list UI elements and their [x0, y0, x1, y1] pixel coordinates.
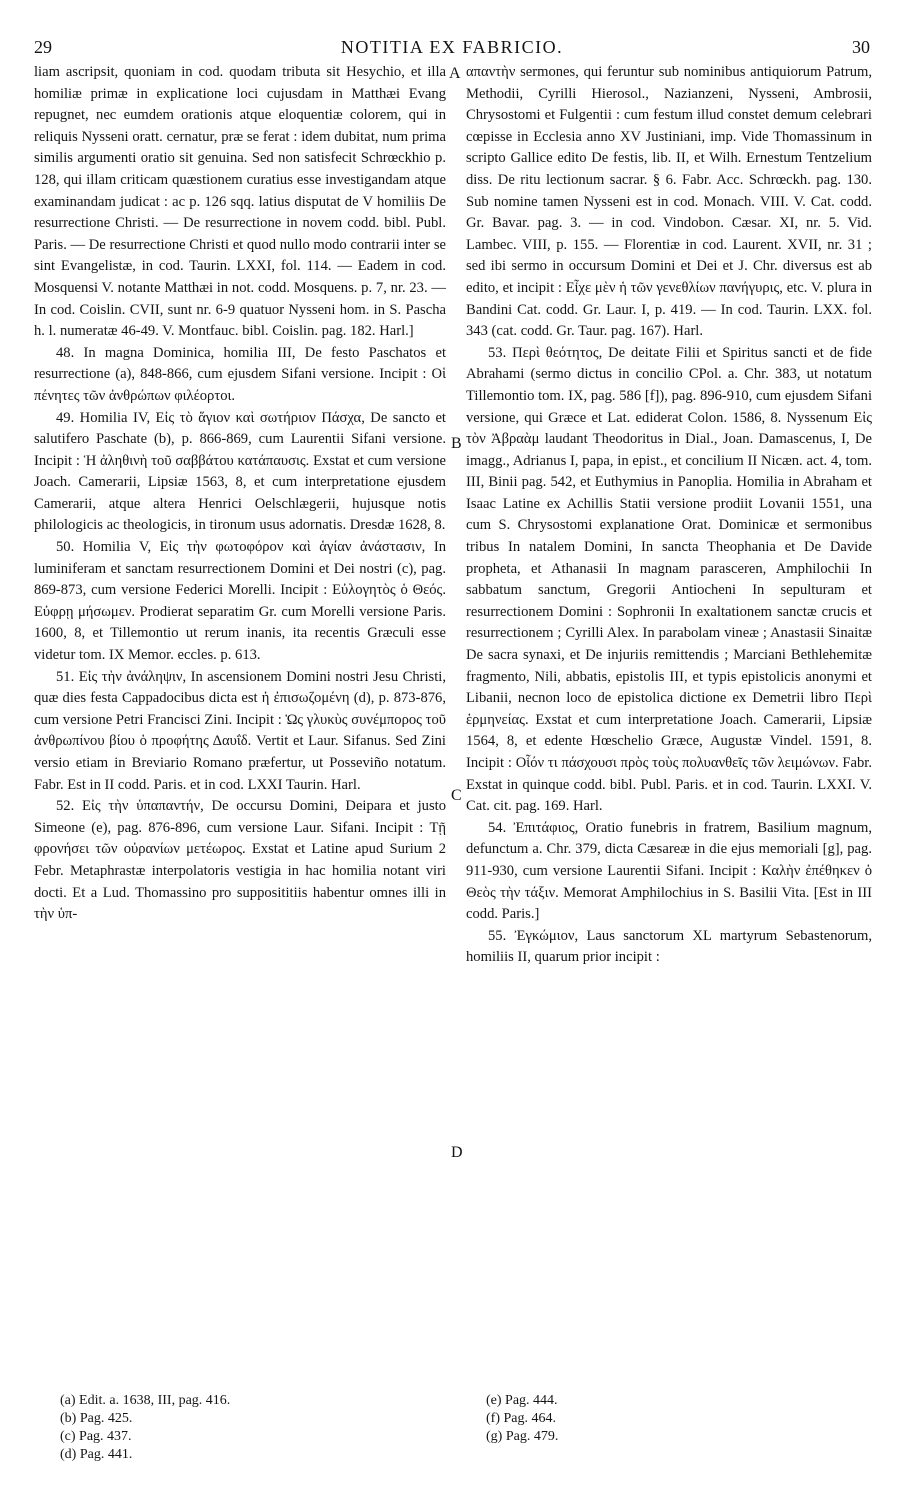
footnote-g: (g) Pag. 479. — [486, 1429, 559, 1444]
entry-52: 52. Εἰς τὴν ὑπαπαντήν, De occursu Domini, Deipara et justo Simeone (e), pag. 876-896, cum versione Laur. Sifani. Incipit : Τῇ φρονήσει τῶν οὐρανίων μετέωρος. Exstat et Latine apud Surium 2 Febr. Metaphrastæ interpolatoris vestigia in hac homilia notant viri docti. Et a Lud. Thomassino pro supposititiis habentur omnes illi in τὴν ὑπ- — [34, 798, 446, 923]
entry-55: 55. Ἐγκώμιον, Laus sanctorum XL martyrum Sebastenorum, homiliis II, quarum prior incipit : — [466, 927, 872, 966]
right-page-number: 30 — [852, 37, 870, 57]
entry-48: 48. In magna Dominica, homilia III, De festo Paschatos et resurrectione (a), 848-866, cum ejusdem Sifani versione. Incipit : Οἱ πένητες τῶν ἀνθρώπων φιλέορτοι. — [34, 344, 446, 404]
paragraph-continuation: απαντὴν sermones, qui feruntur sub nominibus antiquiorum Patrum, Methodii, Cyrilli Hierosol., Nazianzeni, Nysseni, Ambrosii, Chrysostomi et Fulgentii : cum festum illud constet demum celebrari cœpisse in Ecclesia anno XV Justiniani, imp. Vide Thomassinum in scripto Gallice edito De festis, lib. II, et Wilh. Ernestum Tentzelium diss. De ritu lectionum sacrar. § 6. Fabr. Acc. Schrœckh. pag. 130. Sub nomine tamen Nysseni est in cod. Monach. VIII. V. Cat. codd. Gr. Bavar. pag. 3. — in cod. Vindobon. Cæsar. XI, nr. 5. Vid. Lambec. VIII, p. 155. — Florentiæ in cod. Laurent. XVII, nr. 31 ; sed ibi sermo in occursum Domini et Dei et J. Chr. diversus est ab edito, et incipit : Εἶχε μὲν ἡ τῶν γενεθλίων πανήγυρις, etc. V. plura in Bandini Cat. codd. Gr. Laur. I, p. 419. — In cod. Taurin. LXX. fol. 343 (cat. codd. Gr. Taur. pag. 167). Harl. — [466, 64, 872, 340]
footnote-a: (a) Edit. a. 1638, III, pag. 416. — [60, 1393, 231, 1408]
left-page-number: 29 — [34, 37, 52, 57]
running-title: NOTITIA EX FABRICIO. — [340, 37, 564, 57]
margin-letter-d: D — [451, 1144, 463, 1161]
margin-letter-b: B — [451, 435, 462, 452]
margin-letter-c: C — [451, 787, 462, 804]
entry-53: 53. Περὶ θεότητος, De deitate Filii et Spiritus sancti et de fide Abrahami (sermo dictus in concilio CPol. a. Chr. 383, ut notatum Tillemontio tom. IX, pag. 586 [f]), pag. 896-910, cum ejusdem Sifani versione, qui Græce et Lat. ediderat Colon. 1586, 8. Nyssenum Εἰς τὸν Ἀβραὰμ laudant Theodoritus in Dial., Joan. Damascenus, I, De imagg., Adrianus I, papa, in epist., et concilium II Nicæn. act. 4, tom. III, Binii pag. 542, et Euthymius in Panoplia. Homilia in Abraham et Isaac Latine ex Achillis Statii versione prodiit Lovanii 1551, una cum S. Chrysostomi explanatione Orat. Dominicæ et sermonibus tribus In natalem Domini, In sancta Theophania et De Davide propheta, et Athanasii In magnam parasceren, Amphilochii In sabbatum sanctum, Gregorii Antiocheni In sepulturam et resurrectionem Domini : Sophronii In exaltationem sanctæ crucis et resurrectionem ; Cyrilli Alex. In parabolam vineæ ; Anastasii Sinaitæ De sacra synaxi, et De injuriis remittendis ; Marciani Bethlehemitæ fragmento, Nili, abbatis, epistolis III, et typis epistolicis anonymi et Libanii, necnon loco de epistolica dictione ex Demetrii libro Περὶ ἑρμηνείας. Exstat et cum interpretatione Joach. Camerarii, Lipsiæ 1564, 8, et edente Hœschelio Græce, Augustæ Vindel. 1591, 8. Incipit : Οἷόν τι πάσχουσι πρὸς τοὺς πολυανθεῖς τῶν λειμώνων. Fabr. Exstat in quinque codd. bibl. Publ. Paris. et in cod. Taurin. LXXI. V. Cat. cit. pag. 169. Harl. — [466, 344, 872, 815]
footnote-c: (c) Pag. 437. — [60, 1429, 132, 1444]
footnotes-left — [60, 1392, 230, 1464]
entry-54: 54. Ἐπιτάφιος, Oratio funebris in fratrem, Basilium magnum, defunctum a. Chr. 379, dicta Cæsareæ in die ejus memoriali [g], pag. 911-930, cum versione Laurentii Sifani. Incipit : Καλὴν ἐπέθηκεν ὁ Θεὸς τὴν τάξιν. Memorat Amphilochius in S. Basilii Vita. [Est in III codd. Paris.] — [466, 819, 872, 923]
footnote-b: (b) Pag. 425. — [60, 1411, 133, 1426]
footnote-f: (f) Pag. 464. — [486, 1411, 556, 1426]
footnotes-right — [486, 1392, 558, 1446]
entry-51: 51. Εἰς τὴν ἀνάληψιν, In ascensionem Domini nostri Jesu Christi, quæ dies festa Cappadocibus dicta est ἡ ἐπισωζομένη (d), p. 873-876, cum versione Petri Francisci Zini. Incipit : Ὡς γλυκὺς συνέμπορος τοῦ ἀνθρωπίνου βίου ὁ προφήτης Δαυΐδ. Vertit et Laur. Sifanus. Sed Zini versio etiam in Breviario Romano præfertur, ut Posseviño notatum. Fabr. Est in II codd. Paris. et in cod. LXXI Taurin. Harl. — [34, 668, 446, 793]
left-column — [34, 62, 446, 926]
footnote-e: (e) Pag. 444. — [486, 1393, 558, 1408]
right-column — [466, 62, 872, 969]
footnote-d: (d) Pag. 441. — [60, 1447, 133, 1462]
running-header — [34, 34, 870, 60]
entry-50: 50. Homilia V, Εἰς τὴν φωτοφόρον καὶ ἁγίαν ἀνάστασιν, In luminiferam et sanctam resurrectionem Domini et Dei nostri (c), pag. 869-873, cum versione Federici Morelli. Incipit : Εὐλογητὸς ὁ Θεός. Εὐφρῃ μήσωμεν. Prodierat separatim Gr. cum Morelli versione Paris. 1600, 8, et Tillemontio ut rerum inanis, ita recentis Græculi esse videtur tom. IX Memor. eccles. p. 613. — [34, 539, 446, 664]
entry-49: 49. Homilia IV, Εἰς τὸ ἅγιον καὶ σωτήριον Πάσχα, De sancto et salutifero Paschate (b), p. 866-869, cum Laurentii Sifani versione. Incipit : Ἡ ἀληθινὴ τοῦ σαββάτου κατάπαυσις. Exstat et cum versione Joach. Camerarii, Lipsiæ 1563, 8, et cum interpretatione ejusdem Camerarii, atque altera Henrici Oelschlægerii, hujusque notis philologicis ac theologicis, in tironum usus adornatis. Dresdæ 1628, 8. — [34, 409, 446, 534]
paragraph-continuation: liam ascripsit, quoniam in cod. quodam tributa sit Hesychio, et illa homiliæ primæ in explicatione loci cujusdam in Matthæi Evang repugnet, nec eumdem orationis atque eloquentiæ colorem, qui in reliquis Nysseni oratt. cernatur, præ se ferat : idem dubitat, num prima similis argumenti oratio sit genuina. Sed non satisfecit Schrœckhio p. 128, qui illam criticam quæstionem curatius esse investigandam atque examinandam judicat : ac p. 126 sqq. latius disputat de V homiliis De resurrectione Christi. — De resurrectione in novem codd. bibl. Publ. Paris. — De resurrectione Christi et quod nullo modo contrarii inter se sint Evangelistæ, in cod. Taurin. LXXI, fol. 114. — Eadem in cod. Mosquensi V. notante Matthæi in not. codd. Mosquens. p. 7, nr. 23. — In cod. Coislin. CVII, sunt nr. 6-9 quatuor Nysseni hom. in S. Pascha h. l. numeratæ 46-49. V. Montfauc. bibl. Coislin. pag. 182. Harl.] — [34, 64, 446, 340]
margin-letter-a: A — [449, 65, 461, 82]
